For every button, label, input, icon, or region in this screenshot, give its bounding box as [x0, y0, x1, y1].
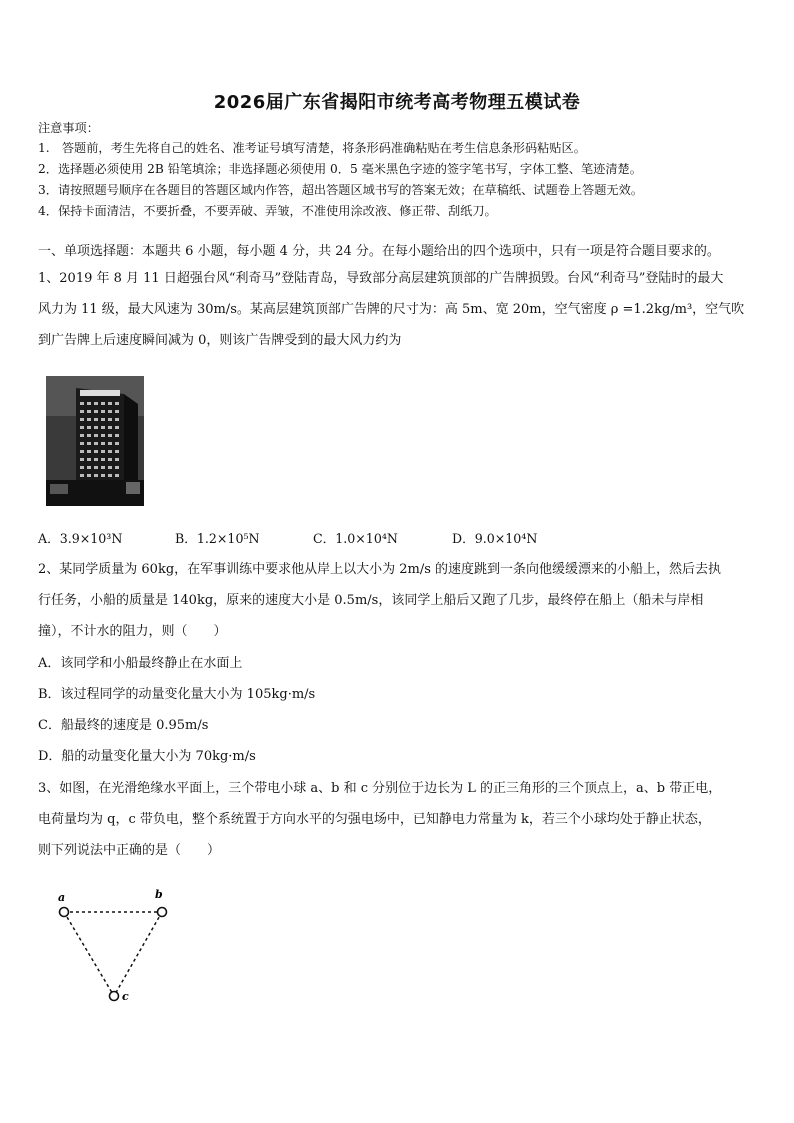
q1-line-2: 风力为 11 级，最大风速为 30m/s。某高层建筑顶部广告牌的尺寸为：高 5m、宽 20m，空气密度 ρ =1.2kg/m³，空气吹	[38, 302, 745, 317]
q3-line-1: 3、如图，在光滑绝缘水平面上，三个带电小球 a、b 和 c 分别位于边长为 L 的正三角形的三个顶点上，a、b 带正电，	[38, 781, 722, 796]
q1-option-d: D．9.0×10⁴N	[452, 531, 538, 546]
q2-option-a: A．该同学和小船最终静止在水面上	[38, 656, 243, 671]
ball-b	[158, 908, 167, 917]
triangle-diagram	[52, 884, 182, 1004]
notice-heading: 注意事项：	[38, 121, 99, 135]
q3-line-2: 电荷量均为 q，c 带负电，整个系统置于方向水平的匀强电场中，已知静电力常量为 k，若三个小球均处于静止状态，	[38, 812, 711, 827]
q2-option-b: B．该过程同学的动量变化量大小为 105kg·m/s	[38, 687, 316, 702]
building-photo	[46, 376, 144, 506]
q2-line-2: 行任务，小船的质量是 140kg，原来的速度大小是 0.5m/s，该同学上船后又跑了几步，最终停在船上（船未与岸相	[38, 593, 704, 608]
triangle-edges	[64, 912, 162, 996]
ball-c	[110, 992, 119, 1001]
notice-item-1: 1. 答题前，考生先将自己的姓名、准考证号填写清楚，将条形码准确粘贴在考生信息条形码粘贴区。	[38, 141, 586, 155]
notice-item-2: 2．选择题必须使用 2B 铅笔填涂；非选择题必须使用 0．5 毫米黑色字迹的签字笔书写，字体工整、笔迹清楚。	[38, 162, 642, 176]
q1-option-a: A．3.9×10³N	[38, 531, 123, 546]
q1-line-3: 到广告牌上后速度瞬间减为 0，则该广告牌受到的最大风力约为	[38, 333, 402, 348]
q2-line-3: 撞），不计水的阻力，则（ ）	[38, 624, 227, 639]
edge-bc	[114, 912, 162, 996]
q2-line-1: 2、某同学质量为 60kg，在军事训练中要求他从岸上以大小为 2m/s 的速度跳到一条向他缓缓漂来的小船上，然后去执	[38, 562, 722, 577]
edge-ac	[64, 912, 114, 996]
label-c: c	[122, 990, 129, 1003]
ball-a	[60, 908, 69, 917]
q1-option-b: B．1.2×10⁵N	[175, 531, 260, 546]
q2-option-c: C．船最终的速度是 0.95m/s	[38, 718, 209, 733]
q2-option-d: D．船的动量变化量大小为 70kg·m/s	[38, 749, 256, 764]
notice-item-4: 4．保持卡面清洁，不要折叠，不要弄破、弄皱，不准使用涂改液、修正带、刮纸刀。	[38, 204, 497, 218]
q3-line-3: 则下列说法中正确的是（ ）	[38, 843, 221, 858]
q1-option-c: C．1.0×10⁴N	[313, 531, 398, 546]
label-a: a	[58, 891, 66, 904]
building-image	[46, 376, 144, 506]
label-b: b	[155, 888, 163, 901]
section-heading: 一、单项选择题：本题共 6 小题，每小题 4 分，共 24 分。在每小题给出的四个选项中，只有一项是符合题目要求的。	[38, 244, 720, 259]
notice-item-3: 3．请按照题号顺序在各题目的答题区域内作答，超出答题区域书写的答案无效；在草稿纸、试题卷上答题无效。	[38, 183, 643, 197]
page-title: 2026届广东省揭阳市统考高考物理五模试卷	[213, 92, 581, 113]
q1-line-1: 1、2019 年 8 月 11 日超强台风“利奇马”登陆青岛，导致部分高层建筑顶部的广告牌损毁。台风“利奇马”登陆时的最大	[38, 271, 724, 286]
